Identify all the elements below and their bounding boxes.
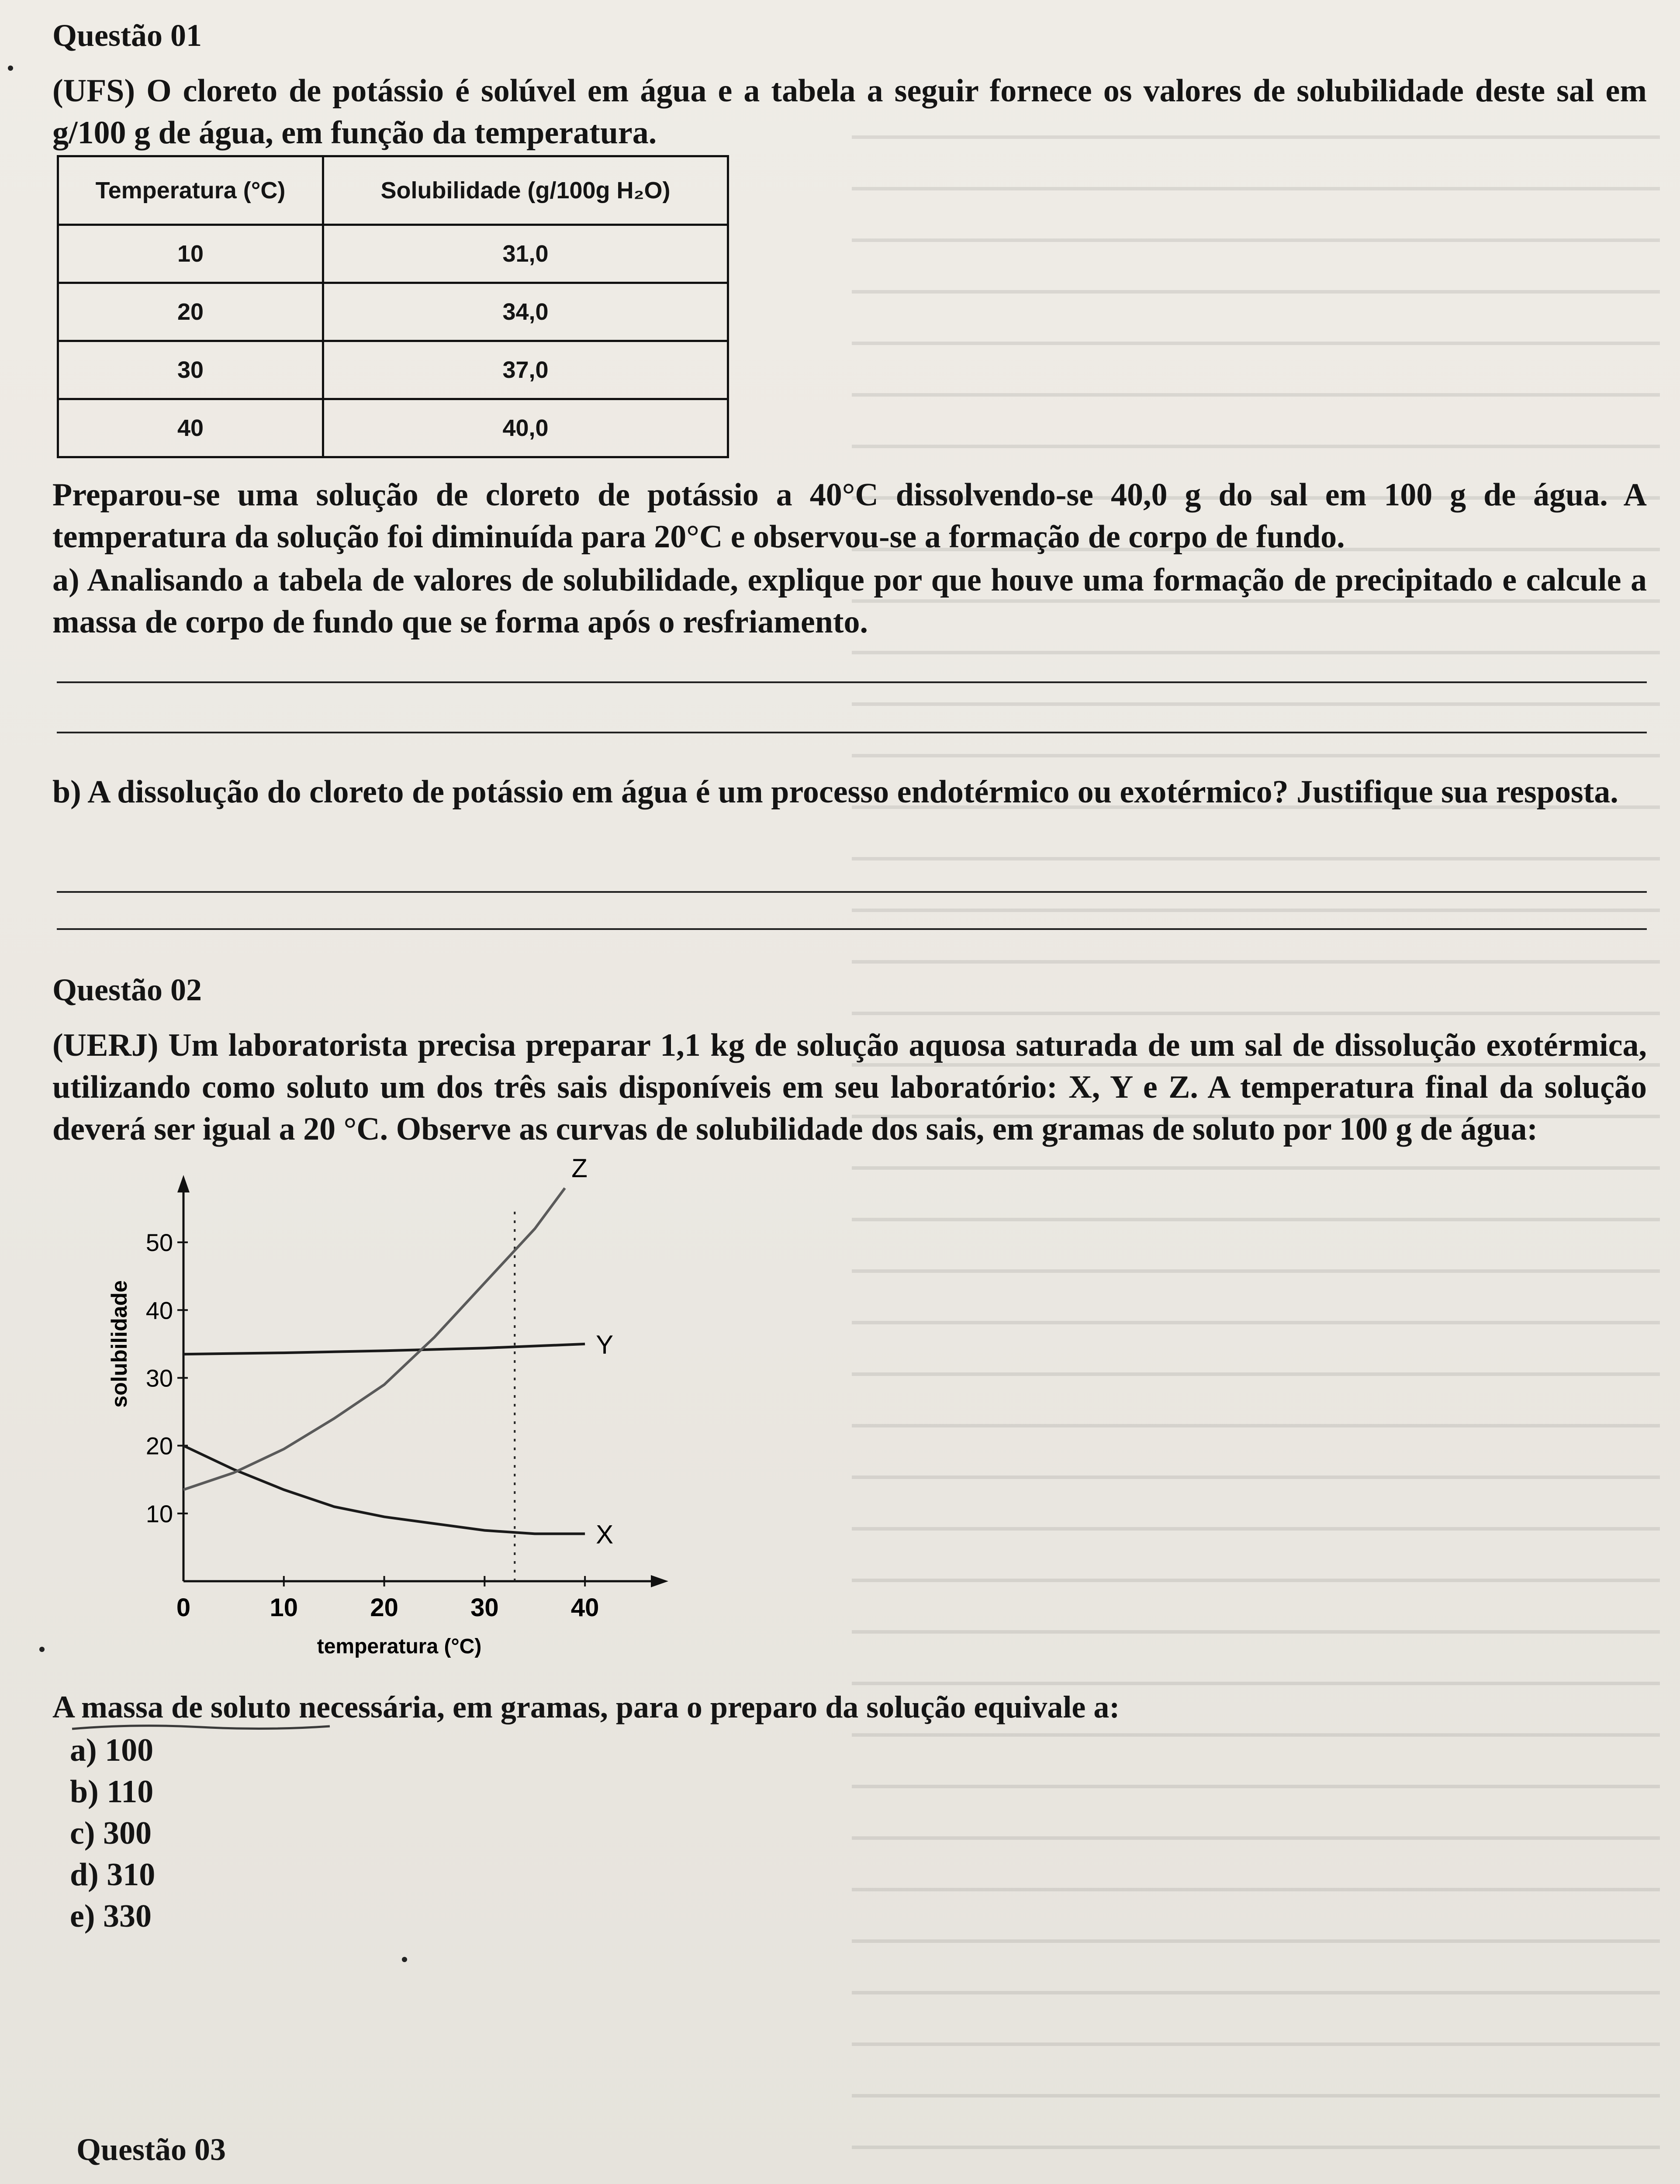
x-tick-label: 10 xyxy=(270,1593,298,1622)
y-tick-label: 10 xyxy=(145,1500,173,1527)
x-axis-arrow xyxy=(651,1575,668,1587)
table-cell: 37,0 xyxy=(323,341,728,399)
page-mark xyxy=(39,1647,45,1652)
table-row xyxy=(58,283,728,341)
x-tick-label: 30 xyxy=(470,1593,499,1622)
question-2-intro: (UERJ) Um laboratorista precisa preparar 1,1 kg de solução aquosa saturada de um sal de dissolução exotérmica, utilizando como soluto um dos três sais disponíveis em seu laboratório: X, Y e Z. A temperatura final da solução deverá ser igual a 20 °C. Observe as curvas de solubilidade dos sais, em gramas de soluto por 100 g de água: xyxy=(52,1027,1647,1147)
y-tick-label: 40 xyxy=(145,1296,173,1324)
table-row xyxy=(58,399,728,457)
table-row xyxy=(58,225,728,283)
series-label-x: X xyxy=(596,1520,614,1549)
series-label-y: Y xyxy=(596,1330,614,1359)
question-2-title: Questão 02 xyxy=(52,972,202,1007)
question-2-question: A massa de soluto necessária, em gramas, para o preparo da solução equivale a: xyxy=(52,1690,1120,1724)
question-1-item-b: b) A dissolução do cloreto de potássio em água é um processo endotérmico ou exotérmico? Justifique sua resposta. xyxy=(52,774,1618,810)
answer-line xyxy=(57,928,1647,930)
option-b[interactable]: b) 110 xyxy=(70,1774,154,1810)
table-header-solubility: Solubilidade (g/100g H₂O) xyxy=(323,156,728,225)
series-line-x xyxy=(183,1446,585,1534)
series-line-y xyxy=(183,1344,585,1354)
x-axis-label: temperatura (°C) xyxy=(317,1635,482,1658)
table-cell: 40,0 xyxy=(323,399,728,457)
table-cell: 31,0 xyxy=(323,225,728,283)
solubility-table xyxy=(57,155,729,458)
y-axis-arrow xyxy=(177,1175,190,1192)
table-cell: 20 xyxy=(58,283,323,341)
option-a[interactable]: a) 100 xyxy=(70,1732,154,1768)
table-cell: 34,0 xyxy=(323,283,728,341)
option-d[interactable]: d) 310 xyxy=(70,1857,156,1893)
series-label-z: Z xyxy=(571,1154,588,1183)
x-tick-label: 20 xyxy=(370,1593,398,1622)
question-1-item-a: a) Analisando a tabela de valores de solubilidade, explique por que houve uma formação de precipitado e calcule a massa de corpo de fundo que se forma após o resfriamento. xyxy=(52,562,1647,640)
x-tick-label: 0 xyxy=(176,1593,191,1622)
question-1-body: Preparou-se uma solução de cloreto de potássio a 40°C dissolvendo-se 40,0 g do sal em 100 g de água. A temperatura da solução foi diminuída para 20°C e observou-se a formação de corpo de fundo. xyxy=(52,477,1647,555)
y-tick-label: 20 xyxy=(145,1432,173,1460)
answer-line xyxy=(57,681,1647,683)
page-mark xyxy=(8,66,13,71)
table-cell: 10 xyxy=(58,225,323,283)
option-e[interactable]: e) 330 xyxy=(70,1898,152,1934)
table-cell: 30 xyxy=(58,341,323,399)
answer-line xyxy=(57,891,1647,893)
table-cell: 40 xyxy=(58,399,323,457)
question-1-title: Questão 01 xyxy=(52,18,202,53)
x-tick-label: 40 xyxy=(570,1593,599,1622)
table-header-temperature: Temperatura (°C) xyxy=(58,156,323,225)
page-mark xyxy=(402,1957,407,1962)
answer-line xyxy=(57,732,1647,733)
option-c[interactable]: c) 300 xyxy=(70,1815,152,1851)
y-axis-label: solubilidade xyxy=(107,1280,131,1408)
y-tick-label: 30 xyxy=(145,1364,173,1392)
y-tick-label: 50 xyxy=(145,1229,173,1257)
series-line-z xyxy=(183,1188,565,1490)
table-row xyxy=(58,341,728,399)
solubility-curves-chart xyxy=(96,1144,699,1686)
question-1-intro: (UFS) O cloreto de potássio é solúvel em água e a tabela a seguir fornece os valores de solubilidade deste sal em g/100 g de água, em função da temperatura. xyxy=(52,73,1647,151)
question-3-title: Questão 03 xyxy=(76,2132,226,2167)
